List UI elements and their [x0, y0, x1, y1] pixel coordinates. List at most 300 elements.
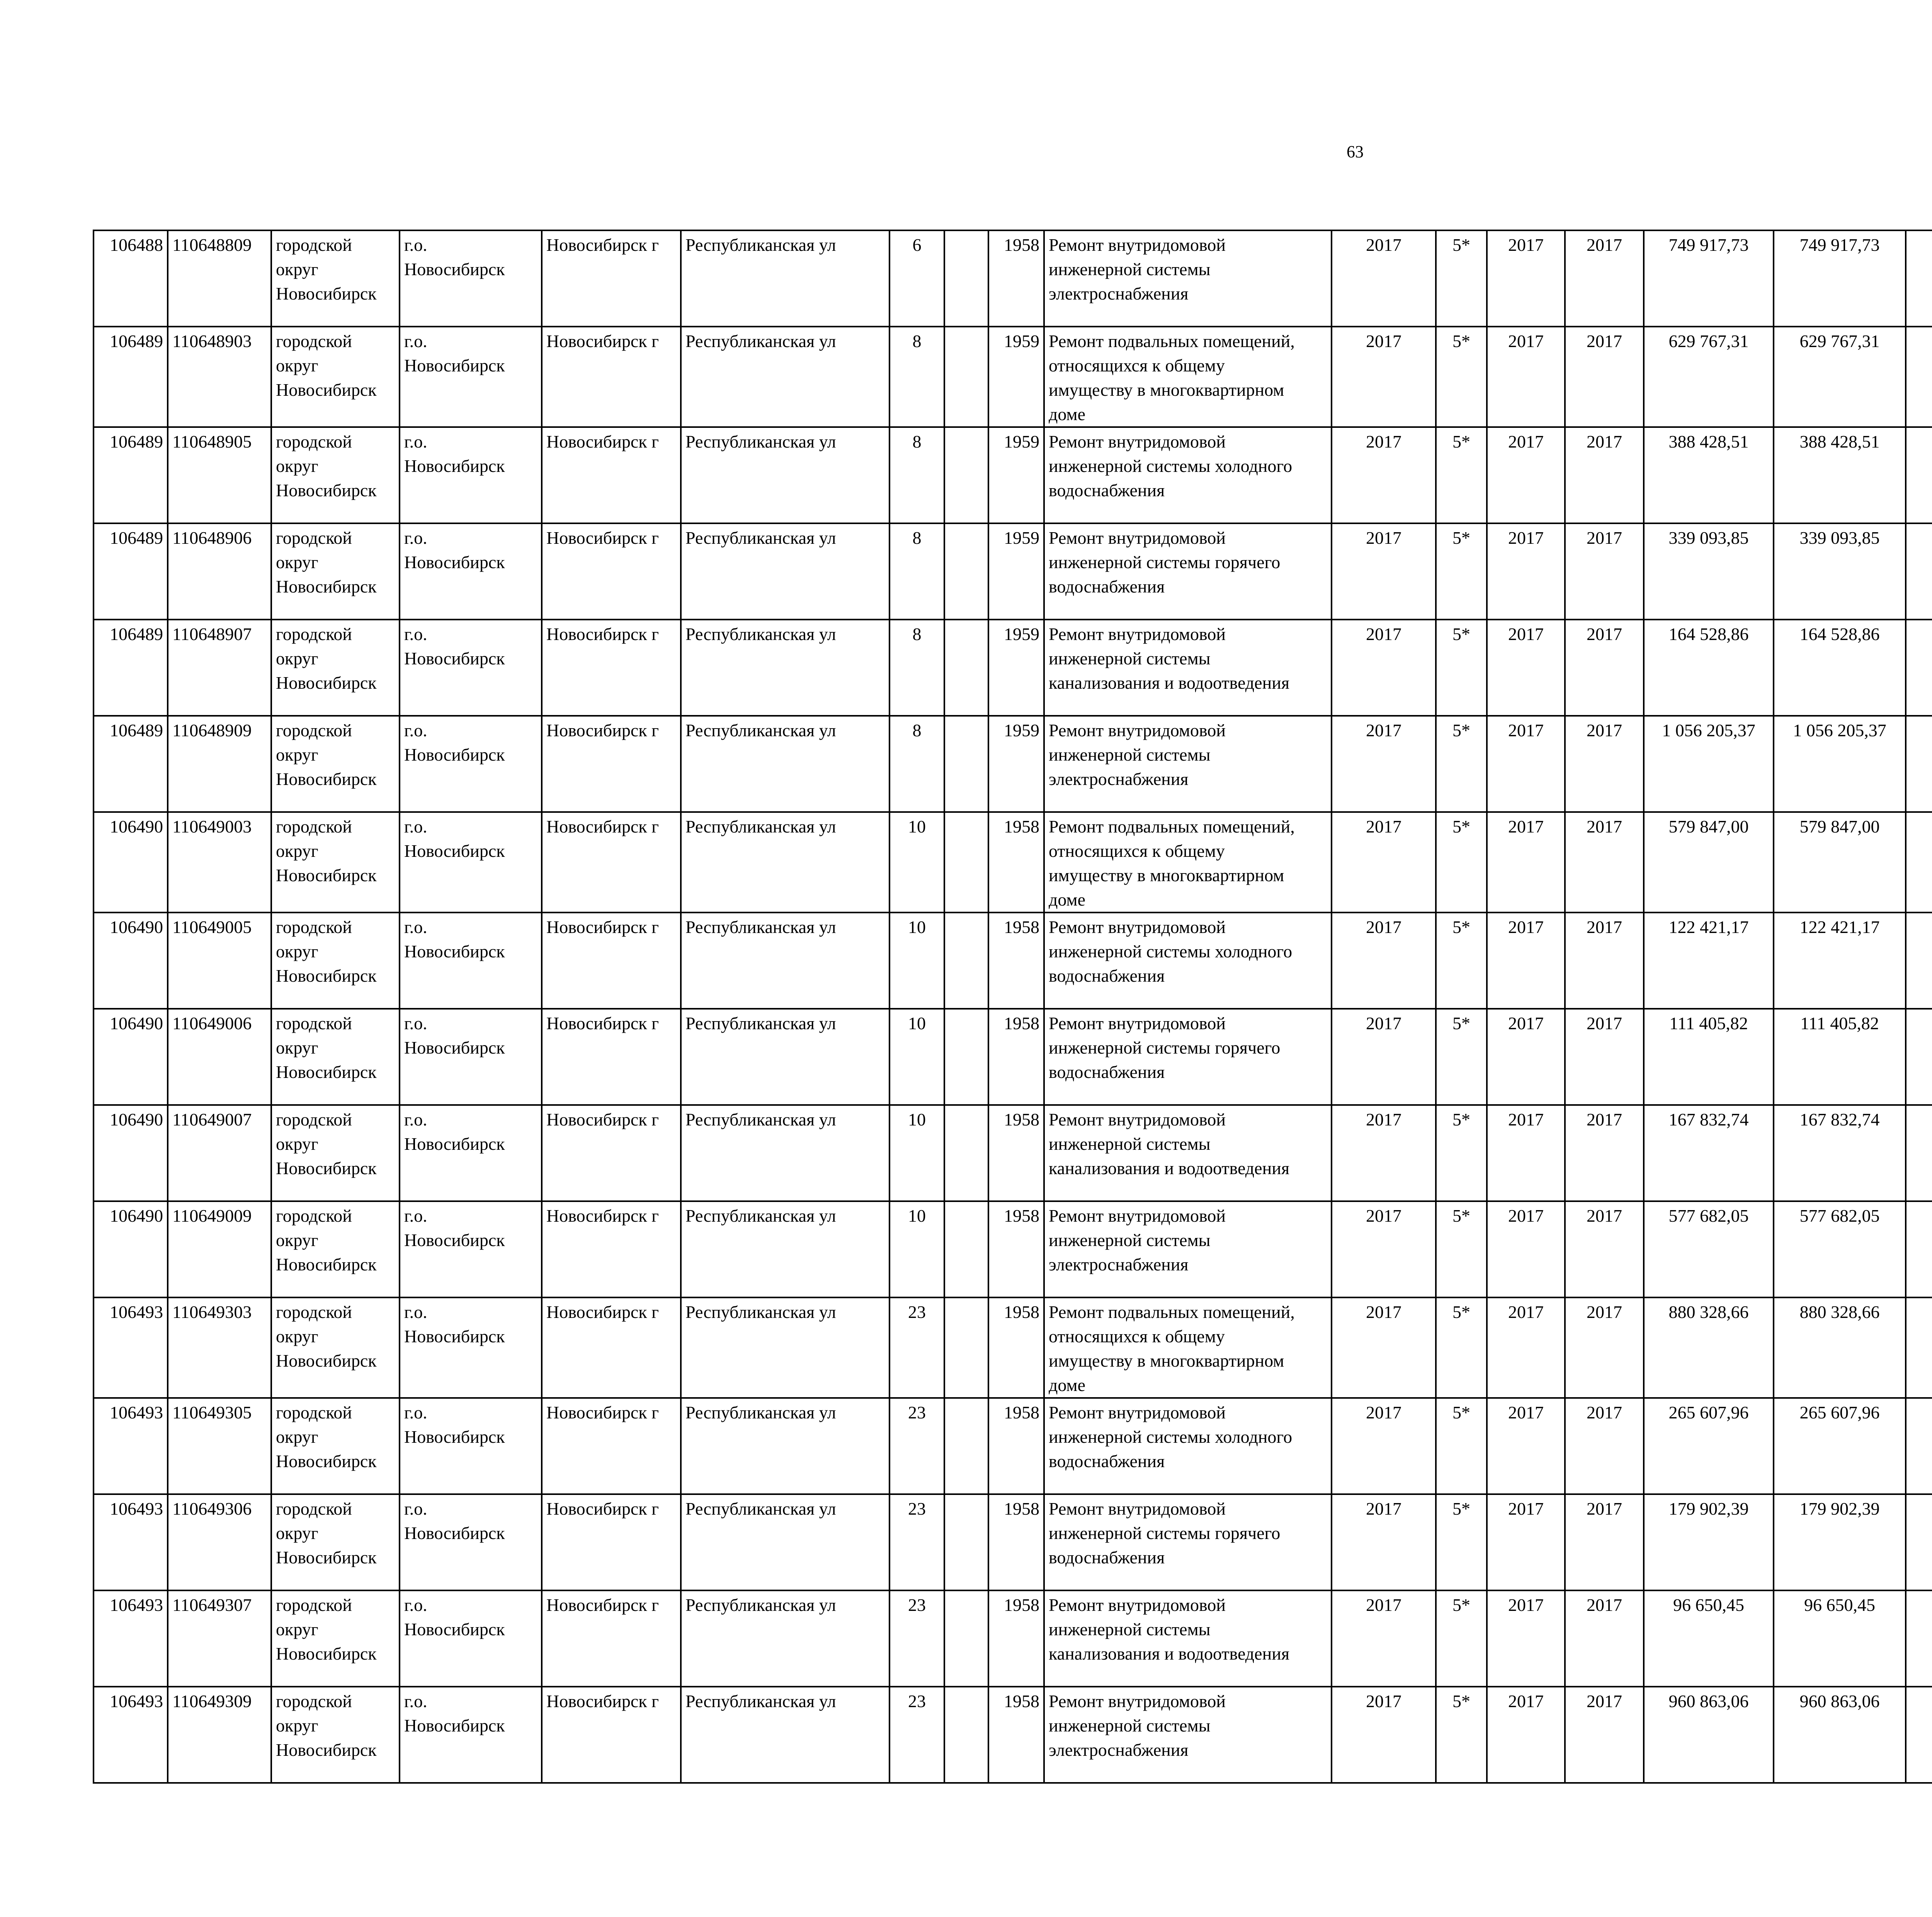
cell-line: округ — [276, 456, 318, 476]
cell-line: округ — [276, 1523, 318, 1543]
cell-line: водоснабжения — [1049, 577, 1165, 596]
cell-municipality — [400, 1590, 542, 1687]
table-row — [94, 230, 1932, 327]
cell-empty — [1906, 327, 1932, 427]
cell-empty — [1906, 1297, 1932, 1398]
cell-line: г.о. — [404, 917, 427, 937]
cell-cost-fund: 577 682,05 — [1774, 1201, 1906, 1297]
table-row — [94, 1494, 1932, 1590]
cell-line: инженерной системы — [1049, 259, 1211, 279]
cell-municipality — [400, 913, 542, 1009]
cell-line: инженерной системы горячего — [1049, 1038, 1281, 1057]
table-row — [94, 1009, 1932, 1105]
cell-corpus — [944, 1297, 988, 1398]
cell-plan-year: 2017 — [1332, 230, 1436, 327]
table-row — [94, 1201, 1932, 1297]
cell-house-number: 10 — [889, 1009, 944, 1105]
cell-start-year: 2017 — [1487, 812, 1565, 913]
registry-table — [93, 230, 1932, 1784]
cell-end-year: 2017 — [1565, 620, 1644, 716]
cell-line: Ремонт внутридомовой — [1049, 1595, 1226, 1615]
cell-district — [271, 1494, 400, 1590]
cell-line: Новосибирск — [276, 1451, 377, 1471]
cell-district — [271, 1590, 400, 1687]
cell-district — [271, 812, 400, 913]
cell-year-built: 1959 — [988, 523, 1044, 620]
cell-work-code: 110648809 — [168, 230, 271, 327]
cell-cost-fund: 629 767,31 — [1774, 327, 1906, 427]
table-row — [94, 1590, 1932, 1687]
cell-end-year: 2017 — [1565, 1590, 1644, 1687]
cell-house-number: 23 — [889, 1297, 944, 1398]
cell-line: инженерной системы холодного — [1049, 1427, 1293, 1447]
cell-category: 5* — [1436, 1297, 1487, 1398]
cell-house-id: 106490 — [94, 1105, 168, 1201]
cell-line: городской — [276, 432, 352, 451]
cell-start-year: 2017 — [1487, 327, 1565, 427]
cell-total-cost: 179 902,39 — [1644, 1494, 1774, 1590]
cell-line: округ — [276, 941, 318, 961]
cell-empty — [1906, 1105, 1932, 1201]
cell-cost-fund: 111 405,82 — [1774, 1009, 1906, 1105]
cell-line: г.о. — [404, 1403, 427, 1422]
cell-line: Новосибирск — [404, 1134, 505, 1154]
cell-line: Новосибирск — [276, 1644, 377, 1663]
cell-corpus — [944, 1494, 988, 1590]
cell-line: канализования и водоотведения — [1049, 1644, 1289, 1663]
cell-year-built: 1958 — [988, 1297, 1044, 1398]
cell-work-code: 110648906 — [168, 523, 271, 620]
cell-corpus — [944, 913, 988, 1009]
cell-line: г.о. — [404, 1302, 427, 1322]
cell-line: доме — [1049, 890, 1086, 909]
cell-work-code: 110649303 — [168, 1297, 271, 1398]
cell-line: Новосибирск — [276, 966, 377, 986]
cell-city: Новосибирск г — [542, 523, 681, 620]
cell-line: Новосибирск — [404, 456, 505, 476]
cell-street: Республиканская ул — [681, 1590, 889, 1687]
cell-street: Республиканская ул — [681, 1009, 889, 1105]
cell-house-number: 8 — [889, 327, 944, 427]
cell-work-type — [1044, 716, 1332, 812]
cell-line: городской — [276, 1013, 352, 1033]
cell-city: Новосибирск г — [542, 716, 681, 812]
cell-house-number: 23 — [889, 1590, 944, 1687]
cell-municipality — [400, 1687, 542, 1783]
cell-line: округ — [276, 552, 318, 572]
cell-start-year: 2017 — [1487, 1201, 1565, 1297]
cell-plan-year: 2017 — [1332, 1297, 1436, 1398]
cell-corpus — [944, 1687, 988, 1783]
cell-year-built: 1958 — [988, 230, 1044, 327]
cell-category: 5* — [1436, 523, 1487, 620]
cell-city: Новосибирск г — [542, 812, 681, 913]
cell-work-code: 110649305 — [168, 1398, 271, 1494]
cell-year-built: 1958 — [988, 1201, 1044, 1297]
cell-work-type — [1044, 1009, 1332, 1105]
cell-corpus — [944, 523, 988, 620]
cell-line: Ремонт внутридомовой — [1049, 1110, 1226, 1129]
cell-work-type — [1044, 620, 1332, 716]
cell-street: Республиканская ул — [681, 1398, 889, 1494]
cell-category: 5* — [1436, 716, 1487, 812]
cell-line: относящихся к общему — [1049, 356, 1225, 375]
cell-corpus — [944, 230, 988, 327]
cell-line: имуществу в многоквартирном — [1049, 1351, 1284, 1371]
cell-work-type — [1044, 1105, 1332, 1201]
cell-year-built: 1959 — [988, 327, 1044, 427]
cell-cost-fund: 749 917,73 — [1774, 230, 1906, 327]
cell-house-number: 23 — [889, 1494, 944, 1590]
cell-year-built: 1959 — [988, 620, 1044, 716]
cell-district — [271, 716, 400, 812]
cell-total-cost: 111 405,82 — [1644, 1009, 1774, 1105]
cell-house-id: 106493 — [94, 1590, 168, 1687]
cell-line: городской — [276, 1403, 352, 1422]
cell-city: Новосибирск г — [542, 427, 681, 523]
cell-cost-fund: 265 607,96 — [1774, 1398, 1906, 1494]
cell-house-number: 8 — [889, 716, 944, 812]
cell-line: г.о. — [404, 624, 427, 644]
cell-work-type — [1044, 1590, 1332, 1687]
cell-start-year: 2017 — [1487, 427, 1565, 523]
cell-line: городской — [276, 235, 352, 255]
cell-line: Новосибирск — [404, 1716, 505, 1735]
cell-line: округ — [276, 1427, 318, 1447]
cell-work-code: 110649003 — [168, 812, 271, 913]
cell-year-built: 1959 — [988, 427, 1044, 523]
cell-line: Новосибирск — [276, 1255, 377, 1274]
cell-work-type — [1044, 1494, 1332, 1590]
cell-cost-fund: 96 650,45 — [1774, 1590, 1906, 1687]
cell-line: инженерной системы — [1049, 649, 1211, 668]
cell-house-id: 106489 — [94, 523, 168, 620]
cell-total-cost: 339 093,85 — [1644, 523, 1774, 620]
cell-municipality — [400, 523, 542, 620]
cell-empty — [1906, 620, 1932, 716]
cell-line: инженерной системы — [1049, 1134, 1211, 1154]
cell-city: Новосибирск г — [542, 230, 681, 327]
cell-line: г.о. — [404, 1206, 427, 1226]
cell-start-year: 2017 — [1487, 1398, 1565, 1494]
cell-empty — [1906, 716, 1932, 812]
cell-city: Новосибирск г — [542, 1494, 681, 1590]
cell-line: инженерной системы холодного — [1049, 941, 1293, 961]
cell-plan-year: 2017 — [1332, 620, 1436, 716]
cell-district — [271, 523, 400, 620]
table-row — [94, 523, 1932, 620]
cell-end-year: 2017 — [1565, 812, 1644, 913]
cell-work-code: 110649006 — [168, 1009, 271, 1105]
cell-house-number: 10 — [889, 913, 944, 1009]
cell-total-cost: 960 863,06 — [1644, 1687, 1774, 1783]
cell-line: Новосибирск — [404, 1230, 505, 1250]
cell-city: Новосибирск г — [542, 1297, 681, 1398]
cell-city: Новосибирск г — [542, 1687, 681, 1783]
cell-district — [271, 1398, 400, 1494]
cell-end-year: 2017 — [1565, 1009, 1644, 1105]
cell-municipality — [400, 1105, 542, 1201]
cell-city: Новосибирск г — [542, 913, 681, 1009]
cell-line: Ремонт внутридомовой — [1049, 720, 1226, 740]
table-row — [94, 913, 1932, 1009]
cell-house-id: 106493 — [94, 1297, 168, 1398]
cell-line: городской — [276, 331, 352, 351]
cell-line: г.о. — [404, 432, 427, 451]
cell-end-year: 2017 — [1565, 1494, 1644, 1590]
cell-work-code: 110648905 — [168, 427, 271, 523]
cell-end-year: 2017 — [1565, 1398, 1644, 1494]
cell-corpus — [944, 327, 988, 427]
cell-end-year: 2017 — [1565, 1105, 1644, 1201]
cell-cost-fund: 1 056 205,37 — [1774, 716, 1906, 812]
cell-empty — [1906, 1398, 1932, 1494]
cell-start-year: 2017 — [1487, 523, 1565, 620]
cell-house-id: 106489 — [94, 716, 168, 812]
cell-year-built: 1958 — [988, 1494, 1044, 1590]
cell-street: Республиканская ул — [681, 1297, 889, 1398]
cell-total-cost: 629 767,31 — [1644, 327, 1774, 427]
table-row — [94, 1687, 1932, 1783]
cell-street: Республиканская ул — [681, 812, 889, 913]
cell-city: Новосибирск г — [542, 1590, 681, 1687]
cell-line: инженерной системы — [1049, 1716, 1211, 1735]
cell-work-type — [1044, 1201, 1332, 1297]
cell-line: округ — [276, 259, 318, 279]
registry-body — [94, 230, 1932, 1783]
cell-start-year: 2017 — [1487, 716, 1565, 812]
cell-category: 5* — [1436, 230, 1487, 327]
cell-house-id: 106493 — [94, 1398, 168, 1494]
cell-total-cost: 577 682,05 — [1644, 1201, 1774, 1297]
cell-street: Республиканская ул — [681, 620, 889, 716]
cell-line: городской — [276, 1691, 352, 1711]
table-row — [94, 620, 1932, 716]
cell-work-type — [1044, 1687, 1332, 1783]
cell-plan-year: 2017 — [1332, 1590, 1436, 1687]
cell-house-id: 106490 — [94, 913, 168, 1009]
cell-line: Новосибирск — [276, 769, 377, 789]
cell-work-type — [1044, 1297, 1332, 1398]
page-number: 63 — [1347, 142, 1364, 161]
cell-plan-year: 2017 — [1332, 1494, 1436, 1590]
cell-line: г.о. — [404, 1691, 427, 1711]
cell-line: инженерной системы — [1049, 1619, 1211, 1639]
cell-line: Ремонт подвальных помещений, — [1049, 331, 1295, 351]
cell-end-year: 2017 — [1565, 523, 1644, 620]
cell-start-year: 2017 — [1487, 1590, 1565, 1687]
cell-line: канализования и водоотведения — [1049, 673, 1289, 693]
cell-district — [271, 913, 400, 1009]
cell-end-year: 2017 — [1565, 1201, 1644, 1297]
cell-work-code: 110648903 — [168, 327, 271, 427]
cell-cost-fund: 179 902,39 — [1774, 1494, 1906, 1590]
cell-line: г.о. — [404, 1013, 427, 1033]
cell-year-built: 1958 — [988, 1398, 1044, 1494]
cell-cost-fund: 880 328,66 — [1774, 1297, 1906, 1398]
cell-line: городской — [276, 1302, 352, 1322]
cell-line: электроснабжения — [1049, 284, 1189, 303]
cell-empty — [1906, 812, 1932, 913]
cell-line: Ремонт подвальных помещений, — [1049, 1302, 1295, 1322]
cell-empty — [1906, 1009, 1932, 1105]
cell-category: 5* — [1436, 1494, 1487, 1590]
cell-municipality — [400, 1398, 542, 1494]
table-row — [94, 812, 1932, 913]
cell-line: Ремонт внутридомовой — [1049, 432, 1226, 451]
cell-line: округ — [276, 356, 318, 375]
cell-district — [271, 1009, 400, 1105]
cell-line: Ремонт подвальных помещений, — [1049, 817, 1295, 836]
cell-end-year: 2017 — [1565, 1687, 1644, 1783]
cell-total-cost: 749 917,73 — [1644, 230, 1774, 327]
cell-line: Ремонт внутридомовой — [1049, 1403, 1226, 1422]
cell-category: 5* — [1436, 1105, 1487, 1201]
cell-line: доме — [1049, 404, 1086, 424]
cell-city: Новосибирск г — [542, 1009, 681, 1105]
cell-corpus — [944, 1105, 988, 1201]
cell-plan-year: 2017 — [1332, 716, 1436, 812]
cell-line: округ — [276, 1326, 318, 1346]
cell-line: г.о. — [404, 1499, 427, 1519]
cell-category: 5* — [1436, 1687, 1487, 1783]
cell-line: Ремонт внутридомовой — [1049, 624, 1226, 644]
cell-line: Новосибирск — [404, 552, 505, 572]
cell-street: Республиканская ул — [681, 427, 889, 523]
cell-line: округ — [276, 1038, 318, 1057]
cell-line: водоснабжения — [1049, 966, 1165, 986]
cell-line: Ремонт внутридомовой — [1049, 1206, 1226, 1226]
cell-line: городской — [276, 1499, 352, 1519]
cell-city: Новосибирск г — [542, 1105, 681, 1201]
cell-category: 5* — [1436, 1398, 1487, 1494]
cell-line: округ — [276, 745, 318, 764]
cell-municipality — [400, 1201, 542, 1297]
cell-house-id: 106489 — [94, 620, 168, 716]
cell-street: Республиканская ул — [681, 327, 889, 427]
cell-house-id: 106488 — [94, 230, 168, 327]
cell-cost-fund: 164 528,86 — [1774, 620, 1906, 716]
table-row — [94, 427, 1932, 523]
cell-cost-fund: 122 421,17 — [1774, 913, 1906, 1009]
cell-work-code: 110649009 — [168, 1201, 271, 1297]
cell-line: инженерной системы горячего — [1049, 552, 1281, 572]
cell-empty — [1906, 913, 1932, 1009]
cell-work-type — [1044, 427, 1332, 523]
table-row — [94, 327, 1932, 427]
cell-house-id: 106493 — [94, 1494, 168, 1590]
cell-work-code: 110649309 — [168, 1687, 271, 1783]
cell-house-id: 106490 — [94, 812, 168, 913]
cell-start-year: 2017 — [1487, 1494, 1565, 1590]
cell-plan-year: 2017 — [1332, 427, 1436, 523]
cell-line: электроснабжения — [1049, 1255, 1189, 1274]
cell-corpus — [944, 1398, 988, 1494]
cell-end-year: 2017 — [1565, 230, 1644, 327]
cell-municipality — [400, 427, 542, 523]
cell-line: Новосибирск — [276, 284, 377, 303]
cell-line: Новосибирск — [404, 841, 505, 861]
cell-total-cost: 1 056 205,37 — [1644, 716, 1774, 812]
cell-corpus — [944, 620, 988, 716]
cell-line: Ремонт внутридомовой — [1049, 1013, 1226, 1033]
cell-line: Новосибирск — [276, 1062, 377, 1082]
cell-plan-year: 2017 — [1332, 1687, 1436, 1783]
cell-house-number: 8 — [889, 620, 944, 716]
cell-work-code: 110649306 — [168, 1494, 271, 1590]
cell-line: водоснабжения — [1049, 1548, 1165, 1567]
cell-line: Новосибирск — [276, 380, 377, 400]
cell-line: городской — [276, 817, 352, 836]
cell-total-cost: 164 528,86 — [1644, 620, 1774, 716]
cell-line: Ремонт внутридомовой — [1049, 1691, 1226, 1711]
cell-line: инженерной системы — [1049, 1230, 1211, 1250]
cell-line: Новосибирск — [404, 941, 505, 961]
cell-house-number: 23 — [889, 1687, 944, 1783]
cell-city: Новосибирск г — [542, 1201, 681, 1297]
cell-corpus — [944, 1201, 988, 1297]
cell-house-id: 106490 — [94, 1201, 168, 1297]
cell-line: канализования и водоотведения — [1049, 1158, 1289, 1178]
cell-line: округ — [276, 649, 318, 668]
cell-category: 5* — [1436, 1590, 1487, 1687]
cell-empty — [1906, 1494, 1932, 1590]
cell-street: Республиканская ул — [681, 523, 889, 620]
cell-line: городской — [276, 917, 352, 937]
cell-plan-year: 2017 — [1332, 523, 1436, 620]
table-row — [94, 1297, 1932, 1398]
cell-corpus — [944, 427, 988, 523]
cell-end-year: 2017 — [1565, 327, 1644, 427]
cell-line: Новосибирск — [276, 1158, 377, 1178]
cell-municipality — [400, 1297, 542, 1398]
cell-start-year: 2017 — [1487, 230, 1565, 327]
cell-line: Новосибирск — [404, 649, 505, 668]
cell-work-type — [1044, 913, 1332, 1009]
cell-street: Республиканская ул — [681, 913, 889, 1009]
cell-municipality — [400, 1494, 542, 1590]
cell-empty — [1906, 1687, 1932, 1783]
cell-house-id: 106493 — [94, 1687, 168, 1783]
cell-line: инженерной системы — [1049, 745, 1211, 764]
cell-line: инженерной системы холодного — [1049, 456, 1293, 476]
cell-line: округ — [276, 1230, 318, 1250]
cell-start-year: 2017 — [1487, 1105, 1565, 1201]
cell-district — [271, 1201, 400, 1297]
cell-line: городской — [276, 1110, 352, 1129]
cell-work-type — [1044, 327, 1332, 427]
cell-corpus — [944, 812, 988, 913]
cell-line: г.о. — [404, 235, 427, 255]
cell-category: 5* — [1436, 913, 1487, 1009]
cell-line: Новосибирск — [276, 577, 377, 596]
cell-work-type — [1044, 523, 1332, 620]
cell-year-built: 1958 — [988, 1687, 1044, 1783]
cell-municipality — [400, 716, 542, 812]
cell-street: Республиканская ул — [681, 1105, 889, 1201]
cell-empty — [1906, 1590, 1932, 1687]
cell-line: Новосибирск — [276, 1740, 377, 1760]
cell-municipality — [400, 327, 542, 427]
cell-line: электроснабжения — [1049, 769, 1189, 789]
cell-end-year: 2017 — [1565, 427, 1644, 523]
cell-cost-fund: 388 428,51 — [1774, 427, 1906, 523]
cell-category: 5* — [1436, 620, 1487, 716]
cell-start-year: 2017 — [1487, 913, 1565, 1009]
cell-work-code: 110648909 — [168, 716, 271, 812]
cell-house-number: 23 — [889, 1398, 944, 1494]
cell-cost-fund: 579 847,00 — [1774, 812, 1906, 913]
